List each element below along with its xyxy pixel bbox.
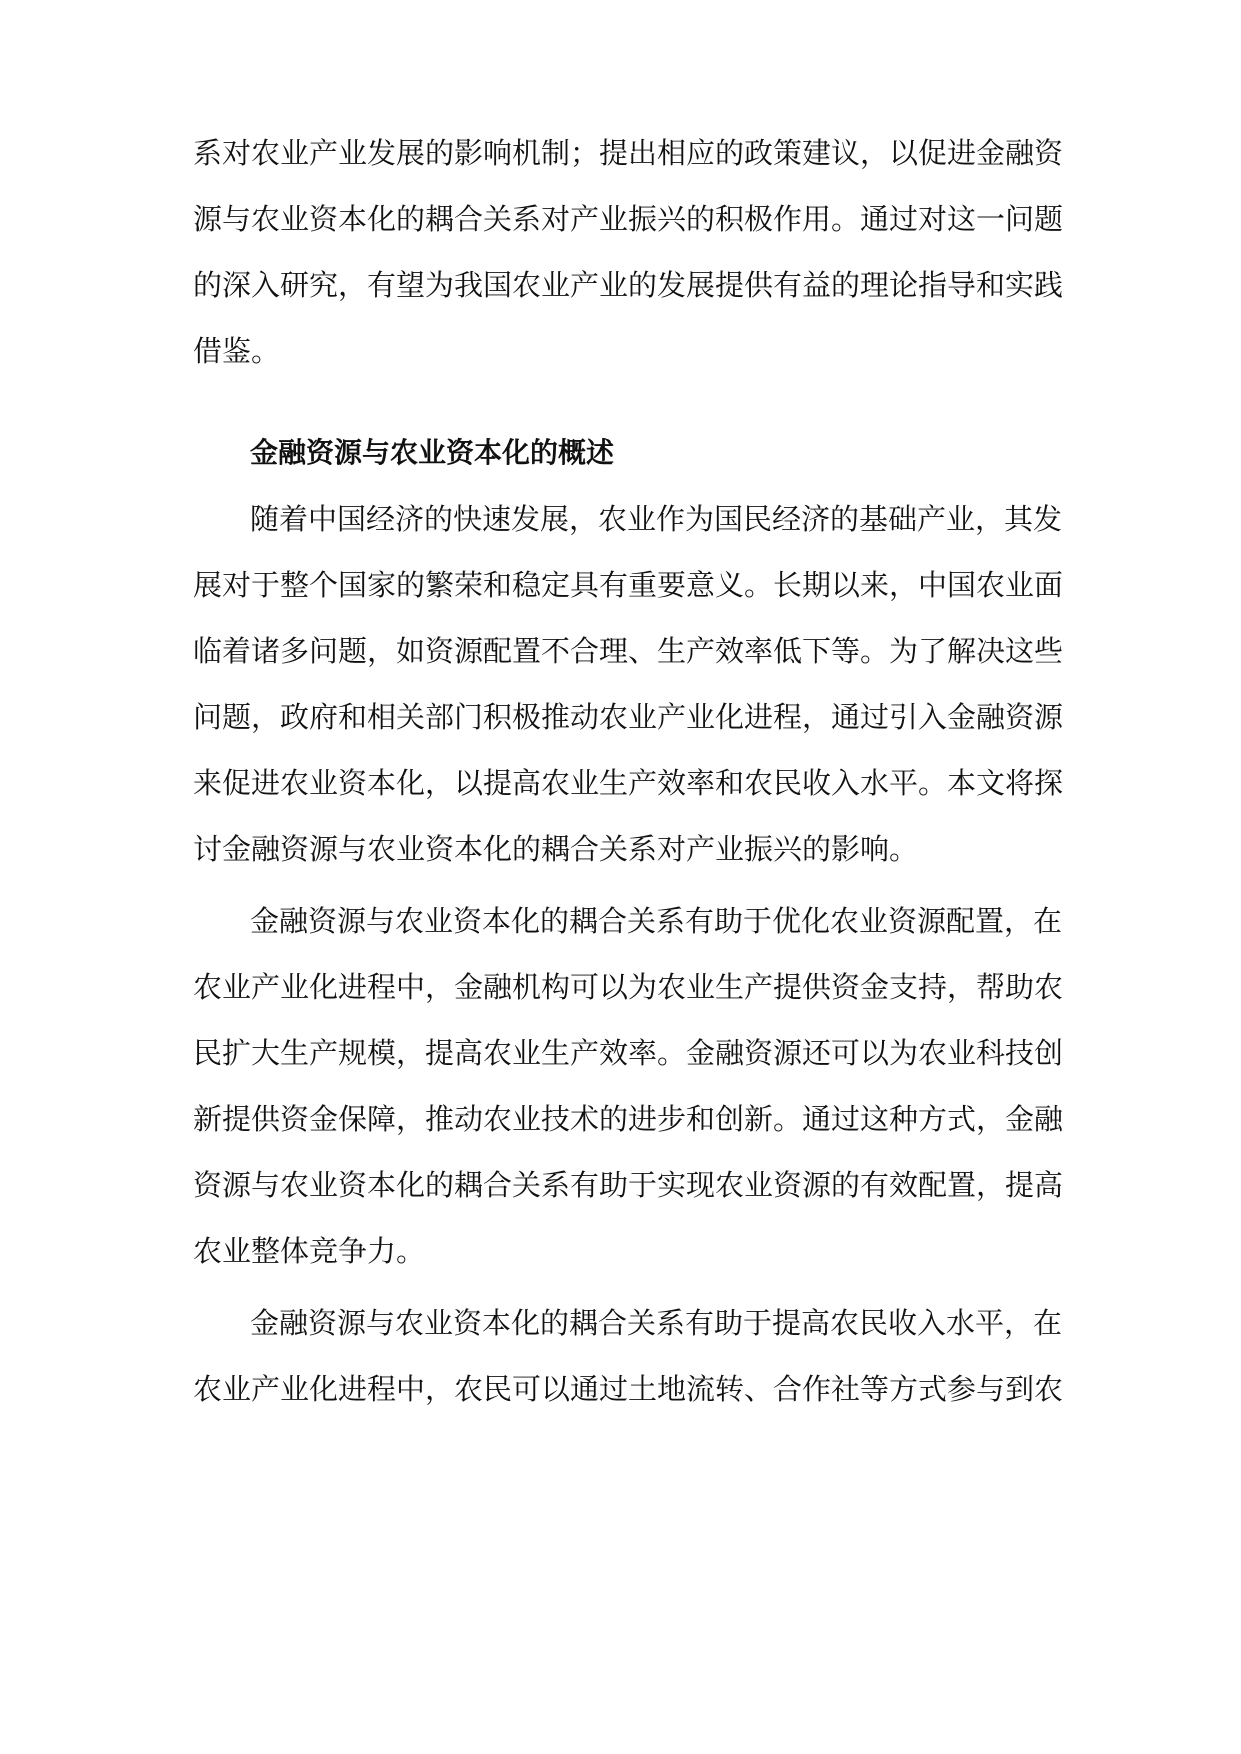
paragraph-1-line-2: 展对于整个国家的繁荣和稳定具有重要意义。长期以来，中国农业面 — [193, 568, 1064, 602]
intro-line-4: 借鉴。 — [193, 334, 281, 368]
paragraph-3-line-2: 农业产业化进程中，农民可以通过土地流转、合作社等方式参与到农 — [193, 1372, 1064, 1406]
intro-line-3: 的深入研究，有望为我国农业产业的发展提供有益的理论指导和实践 — [193, 268, 1064, 302]
paragraph-1-line-1: 随着中国经济的快速发展，农业作为国民经济的基础产业，其发 — [250, 502, 1063, 536]
paragraph-1-line-6: 讨金融资源与农业资本化的耦合关系对产业振兴的影响。 — [193, 832, 919, 866]
paragraph-1-line-5: 来促进农业资本化，以提高农业生产效率和农民收入水平。本文将探 — [193, 766, 1064, 800]
paragraph-1-line-3: 临着诸多问题，如资源配置不合理、生产效率低下等。为了解决这些 — [193, 634, 1064, 668]
paragraph-2-line-5: 资源与农业资本化的耦合关系有助于实现农业资源的有效配置，提高 — [193, 1168, 1064, 1202]
paragraph-2-line-3: 民扩大生产规模，提高农业生产效率。金融资源还可以为农业科技创 — [193, 1036, 1064, 1070]
paragraph-2-line-4: 新提供资金保障，推动农业技术的进步和创新。通过这种方式，金融 — [193, 1102, 1064, 1136]
intro-line-1: 系对农业产业发展的影响机制；提出相应的政策建议，以促进金融资 — [193, 136, 1064, 170]
intro-line-2: 源与农业资本化的耦合关系对产业振兴的积极作用。通过对这一问题 — [193, 202, 1064, 236]
paragraph-2-line-2: 农业产业化进程中，金融机构可以为农业生产提供资金支持，帮助农 — [193, 970, 1064, 1004]
paragraph-2-line-1: 金融资源与农业资本化的耦合关系有助于优化农业资源配置，在 — [250, 904, 1063, 938]
section-heading: 金融资源与农业资本化的概述 — [250, 436, 615, 469]
paragraph-3-line-1: 金融资源与农业资本化的耦合关系有助于提高农民收入水平，在 — [250, 1306, 1063, 1340]
paragraph-2-line-6: 农业整体竞争力。 — [193, 1234, 426, 1268]
paragraph-1-line-4: 问题，政府和相关部门积极推动农业产业化进程，通过引入金融资源 — [193, 700, 1064, 734]
